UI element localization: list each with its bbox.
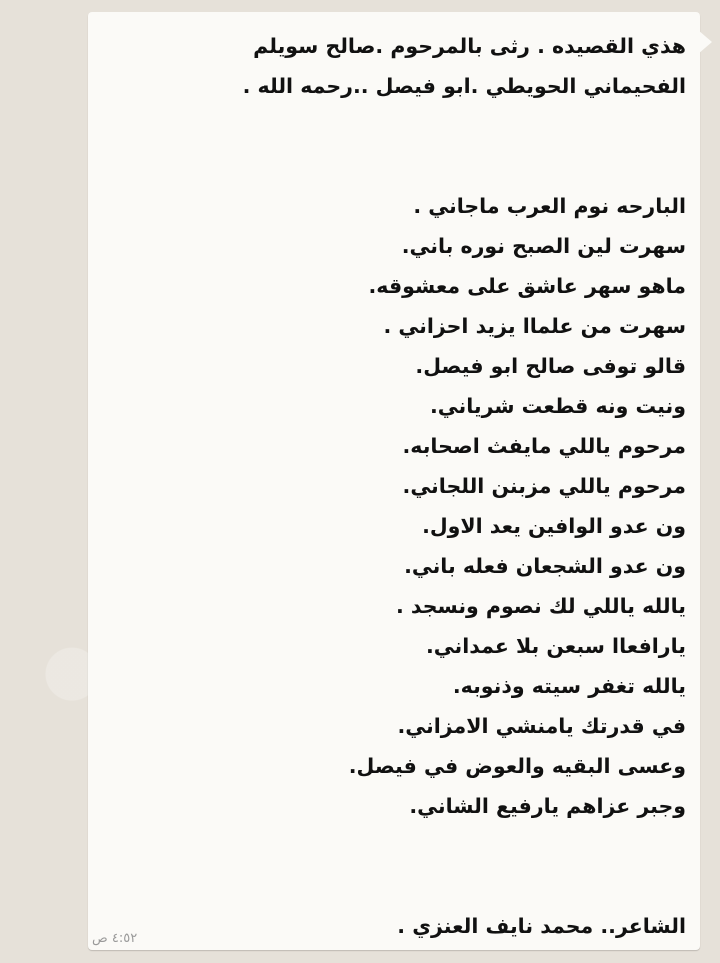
blank-line: [106, 826, 686, 866]
poem-line: يالله تغفر سيته وذنوبه.: [452, 674, 686, 698]
poem-line: في قدرتك يامنشي الامزاني.: [397, 714, 686, 738]
poem-line: وجبر عزاهم يارفيع الشاني.: [409, 794, 686, 818]
message-text: [106, 26, 686, 946]
poem-line: ماهو سهر عاشق على معشوقه.: [368, 274, 686, 298]
poem-line: سهرت لين الصبح نوره باني.: [401, 234, 686, 258]
poem-line: ون عدو الوافين يعد الاول.: [422, 514, 686, 538]
bubble-tail: [698, 30, 712, 54]
blank-line: [106, 146, 686, 186]
message-time: ٤:٥٢ ص: [92, 931, 138, 946]
poem-line: يالله ياللي لك نصوم ونسجد .: [395, 594, 686, 618]
poem-line: ونيت ونه قطعت شرياني.: [430, 394, 686, 418]
poem-line: مرحوم ياللي مزبنن اللجاني.: [402, 474, 686, 498]
message-line: الفحيماني الحويطي .ابو فيصل ..رحمه الله .: [242, 74, 686, 98]
poem-line: وعسى البقيه والعوض في فيصل.: [348, 754, 686, 778]
poem-line: قالو توفى صالح ابو فيصل.: [415, 354, 686, 378]
poem-line: مرحوم ياللي مايفث اصحابه.: [402, 434, 686, 458]
blank-line: [106, 106, 686, 146]
blank-line: [106, 866, 686, 906]
poet-signature: الشاعر.. محمد نايف العنزي .: [397, 914, 686, 938]
poem-line: ون عدو الشجعان فعله باني.: [404, 554, 686, 578]
poem-line: البارحه نوم العرب ماجاني .: [413, 194, 686, 218]
message-bubble[interactable]: [88, 12, 700, 950]
message-line: هذي القصيده . رثى بالمرحوم .صالح سويلم: [253, 34, 686, 58]
poem-line: سهرت من علماا يزيد احزاني .: [383, 314, 686, 338]
poem-line: يارافعاا سبعن بلا عمداني.: [425, 634, 686, 658]
